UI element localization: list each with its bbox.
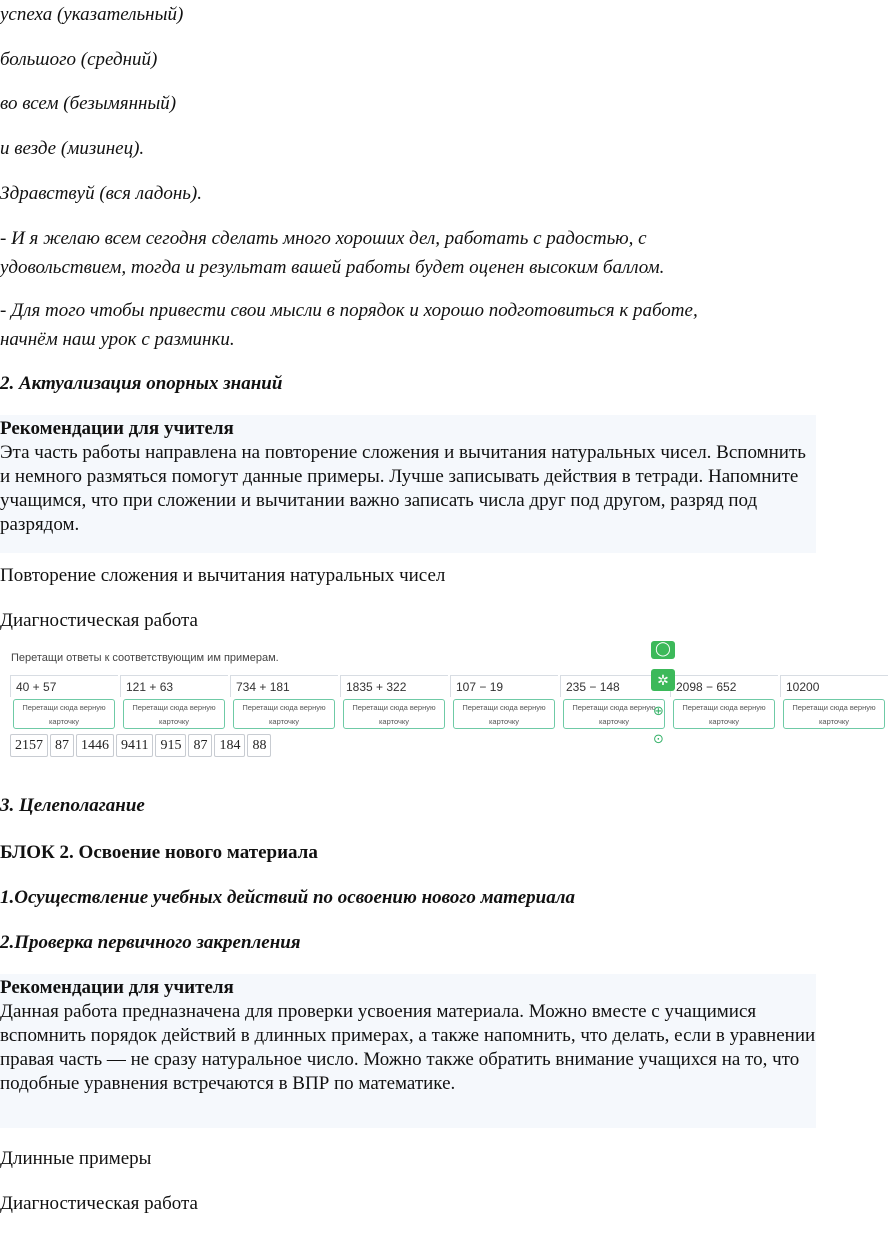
drag-drop-exercise (0, 640, 876, 765)
zoom-in-icon: ⊕ (653, 703, 664, 718)
example-label: 235 − 148 (560, 675, 668, 697)
example-label: 40 + 57 (10, 675, 118, 697)
answer-card[interactable]: 87 (50, 734, 74, 757)
example-label: 734 + 181 (230, 675, 338, 697)
drop-zone[interactable]: Перетащи сюда верную карточку (453, 699, 555, 729)
example-column (120, 675, 228, 729)
text-line: успеха (указательный) (0, 4, 184, 25)
gear-icon: ✲ (657, 672, 669, 688)
answer-card[interactable]: 184 (214, 734, 245, 757)
info-button[interactable] (651, 641, 675, 659)
answer-card[interactable]: 87 (188, 734, 212, 757)
answer-card[interactable]: 9411 (116, 734, 153, 757)
drop-zone[interactable]: Перетащи сюда верную карточку (233, 699, 335, 729)
info-icon: ◯ (655, 640, 671, 656)
example-label: 121 + 63 (120, 675, 228, 697)
drop-zone[interactable]: Перетащи сюда верную карточку (673, 699, 775, 729)
example-column (230, 675, 338, 729)
example-column (670, 675, 778, 729)
answer-card[interactable]: 1446 (76, 734, 114, 757)
block-heading: БЛОК 2. Освоение нового материала (0, 842, 318, 863)
answer-card[interactable]: 88 (247, 734, 271, 757)
drop-zone[interactable]: Перетащи сюда верную карточку (563, 699, 665, 729)
example-column (780, 675, 888, 729)
text-line: во всем (безымянный) (0, 93, 177, 114)
diagnostic-link[interactable]: Диагностическая работа (0, 1193, 198, 1214)
example-column (10, 675, 118, 729)
section-heading: 3. Целеполагание (0, 795, 145, 816)
text-line: большого (средний) (0, 49, 158, 70)
answer-card[interactable]: 2157 (10, 734, 48, 757)
example-label: 107 − 19 (450, 675, 558, 697)
text-line: и везде (мизинец). (0, 138, 145, 159)
text-line: Здравствуй (вся ладонь). (0, 183, 202, 204)
recommendation-body: Эта часть работы направлена на повторение сложения и вычитания натуральных чисел. Вспомнить и немного размяться помогут данные примеры. Лучше записывать действия в тетради. Напомните учащимся, что при сложении и вычитании важно записать числа друг под другом, разряд под разрядом. (0, 442, 806, 535)
text-line: удовольствием, тогда и результат вашей работы будет оценен высоким баллом. (0, 257, 665, 278)
zoom-in-button[interactable] (653, 703, 664, 719)
drop-zone[interactable]: Перетащи сюда верную карточку (783, 699, 885, 729)
help-button[interactable] (653, 731, 664, 747)
subsection-heading: 1.Осуществление учебных действий по освоению нового материала (0, 887, 575, 908)
example-label: 1835 + 322 (340, 675, 448, 697)
settings-button[interactable] (651, 669, 675, 691)
example-label: 2098 − 652 (670, 675, 778, 697)
subsection-heading: 2.Проверка первичного закрепления (0, 932, 301, 953)
drop-zone[interactable]: Перетащи сюда верную карточку (123, 699, 225, 729)
lesson-link[interactable]: Повторение сложения и вычитания натуральных чисел (0, 565, 446, 586)
drop-zone[interactable]: Перетащи сюда верную карточку (343, 699, 445, 729)
section-heading: 2. Актуализация опорных знаний (0, 373, 283, 394)
help-icon: ⊙ (653, 731, 664, 746)
recommendation-title: Рекомендации для учителя (0, 418, 234, 439)
example-label: 10200 (780, 675, 888, 697)
diagnostic-link[interactable]: Диагностическая работа (0, 610, 198, 631)
recommendation-body: Данная работа предназначена для проверки усвоения материала. Можно вместе с учащимися вспомнить порядок действий в длинных примерах, а также напомнить, что делать, если в уравнении правая часть — не сразу натуральное число. Можно также обратить внимание учащихся на то, что подобные уравнения встречаются в ВПР по математике. (0, 1001, 816, 1094)
text-line: - И я желаю всем сегодня сделать много хороших дел, работать с радостью, с (0, 228, 647, 249)
recommendation-title: Рекомендации для учителя (0, 977, 234, 998)
example-column (450, 675, 558, 729)
answer-card[interactable]: 915 (155, 734, 186, 757)
lesson-link[interactable]: Длинные примеры (0, 1148, 152, 1169)
text-line: начнём наш урок с разминки. (0, 329, 235, 350)
teacher-recommendation (0, 974, 816, 1128)
text-line: - Для того чтобы привести свои мысли в порядок и хорошо подготовиться к работе, (0, 300, 698, 321)
exercise-instruction: Перетащи ответы к соответствующим им примерам. (11, 652, 279, 664)
teacher-recommendation (0, 415, 816, 553)
drop-zone[interactable]: Перетащи сюда верную карточку (13, 699, 115, 729)
answer-cards (10, 734, 273, 757)
example-column (340, 675, 448, 729)
